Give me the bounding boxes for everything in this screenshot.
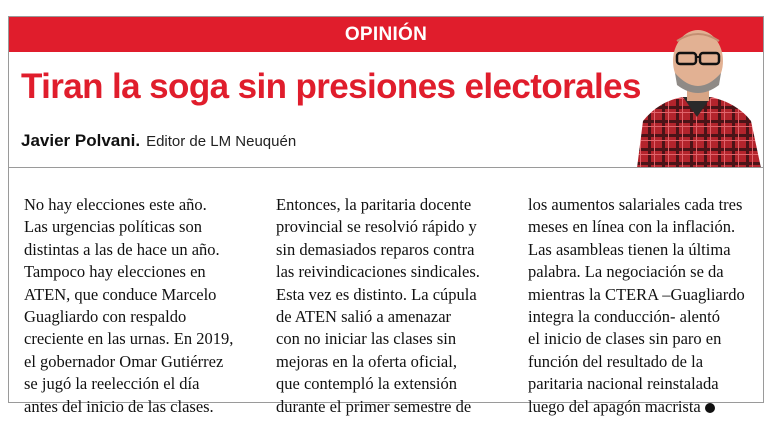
text-line: que contempló la extensión [276, 374, 457, 394]
text-line: ATEN, que conduce Marcelo [24, 284, 217, 304]
opinion-article [8, 16, 764, 416]
text-line: función del resultado de la [528, 351, 704, 371]
headline: Tiran la soga sin presiones electorales [21, 67, 641, 106]
text-line: Guagliardo con respaldo [24, 307, 187, 327]
text-line: durante el primer semestre de [276, 396, 472, 416]
text-line: el inicio de clases sin paro en [528, 329, 722, 349]
text-line: antes del inicio de las clases. [24, 396, 214, 416]
text-line: mejoras en la oferta oficial, [276, 351, 457, 371]
text-line: distintas a las de hace un año. [24, 239, 220, 259]
article-column-2 [276, 194, 508, 418]
text-line: con no iniciar las clases sin [276, 329, 457, 349]
text-line: el gobernador Omar Gutiérrez [24, 351, 224, 371]
author-role: Editor de LM Neuquén [146, 133, 297, 150]
text-line: meses en línea con la inflación. [528, 217, 736, 237]
text-line: integra la conducción- alentó [528, 307, 720, 327]
text-line: paritaria nacional reinstalada [528, 374, 719, 394]
text-line: Las urgencias políticas son [24, 217, 202, 237]
text-line-last: luego del apagón macrista [528, 396, 701, 416]
text-line: Entonces, la paritaria docente [276, 195, 472, 214]
author-portrait-icon [629, 17, 763, 168]
text-line: se jugó la reelección el día [24, 374, 200, 394]
text-line: de ATEN salió a amenazar [276, 307, 452, 327]
text-line: provincial se resolvió rápido y [276, 217, 477, 237]
header-divider [9, 167, 763, 168]
text-line: creciente en las urnas. En 2019, [24, 329, 234, 349]
text-line: las reivindicaciones sindicales. [276, 262, 480, 282]
text-line: mientras la CTERA –Guagliardo [528, 284, 745, 304]
end-of-article-icon [705, 403, 715, 413]
text-line: Tampoco hay elecciones en [24, 262, 206, 282]
section-label: OPINIÓN [344, 24, 428, 45]
author-name: Javier Polvani. [21, 131, 141, 150]
article-column-3 [528, 194, 760, 418]
byline [21, 131, 296, 151]
article-column-1 [24, 194, 256, 418]
text-line: Las asambleas tienen la última [528, 239, 731, 259]
text-line: sin demasiados reparos contra [276, 239, 475, 259]
text-line: los aumentos salariales cada tres [528, 195, 743, 214]
text-line: Esta vez es distinto. La cúpula [276, 284, 477, 304]
text-line: palabra. La negociación se da [528, 262, 724, 282]
text-line: No hay elecciones este año. [24, 195, 207, 214]
text-line [528, 396, 760, 418]
